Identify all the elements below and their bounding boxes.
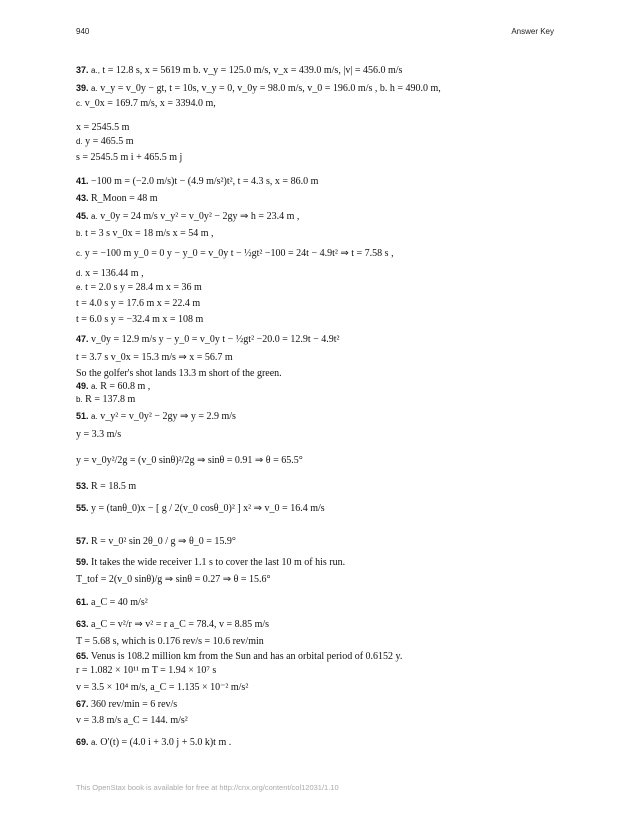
answer-line bbox=[76, 556, 345, 569]
answer-line bbox=[76, 136, 134, 148]
part-label: c. bbox=[76, 249, 83, 258]
problem-number: 51. bbox=[76, 411, 89, 421]
answer-text: x = 136.44 m , bbox=[85, 268, 144, 279]
answer-text: t = 4.0 s y = 17.6 m x = 22.4 m bbox=[76, 298, 201, 309]
answer-text: t = 3.7 s v_0x = 15.3 m/s ⇒ x = 56.7 m bbox=[76, 352, 233, 363]
problem-number: 47. bbox=[76, 334, 89, 344]
answer-text: R = v_0² sin 2θ_0 / g ⇒ θ_0 = 15.9° bbox=[91, 536, 236, 547]
problem-number: 59. bbox=[76, 557, 89, 567]
problem-number: 63. bbox=[76, 619, 89, 629]
answer-text: a_C = 40 m/s² bbox=[91, 597, 148, 608]
problem-number: 43. bbox=[76, 193, 89, 203]
answer-line bbox=[76, 502, 325, 515]
footer-note: This OpenStax book is available for free at http://cnx.org/content/col12031/1.10 bbox=[76, 783, 339, 792]
answer-text: y = −100 m y_0 = 0 y − y_0 = v_0y t − ½gt² −100 = 24t − 4.9t² ⇒ t = 7.58 s , bbox=[84, 248, 394, 259]
answer-text: v_0y = 24 m/s v_y² = v_0y² − 2gy ⇒ h = 23.4 m , bbox=[100, 211, 300, 222]
answer-line bbox=[76, 64, 402, 77]
answer-text: t = 3 s v_0x = 18 m/s x = 54 m , bbox=[85, 228, 214, 239]
answer-line bbox=[76, 596, 148, 609]
problem-number: 55. bbox=[76, 503, 89, 513]
answer-line bbox=[76, 82, 441, 95]
answer-line bbox=[76, 535, 236, 548]
answer-text: R = 18.5 m bbox=[91, 481, 137, 492]
answer-line bbox=[76, 665, 216, 677]
answer-text: So the golfer's shot lands 13.3 m short of the green. bbox=[76, 368, 282, 379]
answer-line bbox=[76, 122, 129, 134]
answer-line bbox=[76, 715, 188, 727]
answer-text: v_y = v_0y − gt, t = 10s, v_y = 0, v_0y = 98.0 m/s, v_0 = 196.0 m/s , b. h = 490.0 m, bbox=[100, 83, 441, 94]
answer-text: T_tof = 2(v_0 sinθ)/g ⇒ sinθ = 0.27 ⇒ θ = 15.6° bbox=[76, 574, 271, 585]
problem-number: 67. bbox=[76, 699, 89, 709]
answer-line bbox=[76, 228, 214, 240]
answer-line bbox=[76, 298, 200, 310]
answer-text: t = 2.0 s y = 28.4 m x = 36 m bbox=[85, 282, 202, 293]
part-label: a. bbox=[91, 738, 98, 747]
part-label: c. bbox=[76, 99, 83, 108]
problem-number: 49. bbox=[76, 381, 89, 391]
answer-line bbox=[76, 210, 299, 223]
answer-text: Venus is 108.2 million km from the Sun and has an orbital period of 0.6152 y. bbox=[90, 651, 403, 662]
part-label: a. bbox=[91, 212, 98, 221]
answer-line bbox=[76, 618, 269, 631]
problem-number: 45. bbox=[76, 211, 89, 221]
answer-text: O′(t) = (4.0 i + 3.0 j + 5.0 k)t m . bbox=[100, 737, 232, 748]
part-label: a., bbox=[91, 66, 100, 75]
answer-text: It takes the wide receiver 1.1 s to cover the last 10 m of his run. bbox=[91, 557, 346, 568]
problem-number: 37. bbox=[76, 65, 89, 75]
answer-text: v = 3.8 m/s a_C = 144. m/s² bbox=[76, 715, 188, 726]
answer-line bbox=[76, 175, 318, 188]
answer-line bbox=[76, 333, 340, 346]
part-label: a. bbox=[91, 382, 98, 391]
answer-text: y = 465.5 m bbox=[85, 136, 134, 147]
answer-line bbox=[76, 429, 121, 441]
answer-text: y = 3.3 m/s bbox=[76, 429, 122, 440]
answer-text: R = 60.8 m , bbox=[100, 381, 151, 392]
answer-text: R_Moon = 48 m bbox=[91, 193, 158, 204]
answer-line bbox=[76, 650, 402, 663]
answer-text: v_y² = v_0y² − 2gy ⇒ y = 2.9 m/s bbox=[100, 411, 236, 422]
answer-line bbox=[76, 636, 264, 648]
answer-line bbox=[76, 368, 282, 380]
problem-number: 39. bbox=[76, 83, 89, 93]
answer-line bbox=[76, 152, 182, 164]
answer-line bbox=[76, 314, 203, 326]
answer-line bbox=[76, 480, 136, 493]
problem-number: 61. bbox=[76, 597, 89, 607]
part-label: a. bbox=[91, 412, 98, 421]
answer-text: v = 3.5 × 10⁴ m/s, a_C = 1.135 × 10⁻² m/s² bbox=[76, 682, 249, 693]
problem-number: 65. bbox=[76, 651, 89, 661]
answer-line bbox=[76, 682, 248, 694]
part-label: d. bbox=[76, 137, 83, 146]
answer-line bbox=[76, 455, 303, 467]
answer-text: y = v_0y²/2g = (v_0 sinθ)²/2g ⇒ sinθ = 0.91 ⇒ θ = 65.5° bbox=[76, 455, 303, 466]
answer-text: v_0x = 169.7 m/s, x = 3394.0 m, bbox=[84, 98, 216, 109]
part-label: b. bbox=[76, 229, 83, 238]
answer-line bbox=[76, 248, 394, 260]
answer-text: s = 2545.5 m i + 465.5 m j bbox=[76, 152, 183, 163]
problem-number: 57. bbox=[76, 536, 89, 546]
problem-number: 53. bbox=[76, 481, 89, 491]
part-label: d. bbox=[76, 269, 83, 278]
section-title: Answer Key bbox=[511, 27, 554, 36]
answer-text: y = (tanθ_0)x − [ g / 2(v_0 cosθ_0)² ] x² ⇒ v_0 = 16.4 m/s bbox=[91, 503, 325, 514]
answer-line bbox=[76, 282, 202, 294]
answer-text: r = 1.082 × 10¹¹ m T = 1.94 × 10⁷ s bbox=[76, 665, 217, 676]
answer-line bbox=[76, 410, 236, 423]
answer-text: R = 137.8 m bbox=[85, 394, 136, 405]
answer-line bbox=[76, 380, 150, 393]
answer-text: T = 5.68 s, which is 0.176 rev/s = 10.6 rev/min bbox=[76, 636, 264, 647]
problem-number: 69. bbox=[76, 737, 89, 747]
answer-text: 360 rev/min = 6 rev/s bbox=[91, 699, 178, 710]
answer-line bbox=[76, 574, 271, 586]
answer-text: t = 6.0 s y = −32.4 m x = 108 m bbox=[76, 314, 204, 325]
part-label: b. bbox=[76, 395, 83, 404]
part-label: a. bbox=[91, 84, 98, 93]
answer-text: x = 2545.5 m bbox=[76, 122, 130, 133]
page-number: 940 bbox=[76, 27, 90, 36]
answer-line bbox=[76, 268, 144, 280]
answer-text: t = 12.8 s, x = 5619 m b. v_y = 125.0 m/s, v_x = 439.0 m/s, |v| = 456.0 m/s bbox=[102, 65, 403, 76]
answer-text: v_0y = 12.9 m/s y − y_0 = v_0y t − ½gt² −20.0 = 12.9t − 4.9t² bbox=[91, 334, 340, 345]
answer-text: a_C = v²/r ⇒ v² = r a_C = 78.4, v = 8.85 m/s bbox=[91, 619, 270, 630]
answer-line bbox=[76, 698, 177, 711]
part-label: e. bbox=[76, 283, 83, 292]
answer-line bbox=[76, 192, 158, 205]
answer-line bbox=[76, 394, 135, 406]
answer-line bbox=[76, 736, 231, 749]
answer-line bbox=[76, 98, 216, 110]
answer-line bbox=[76, 352, 233, 364]
answer-text: −100 m = (−2.0 m/s)t − (4.9 m/s²)t², t = 4.3 s, x = 86.0 m bbox=[91, 176, 319, 187]
problem-number: 41. bbox=[76, 176, 89, 186]
